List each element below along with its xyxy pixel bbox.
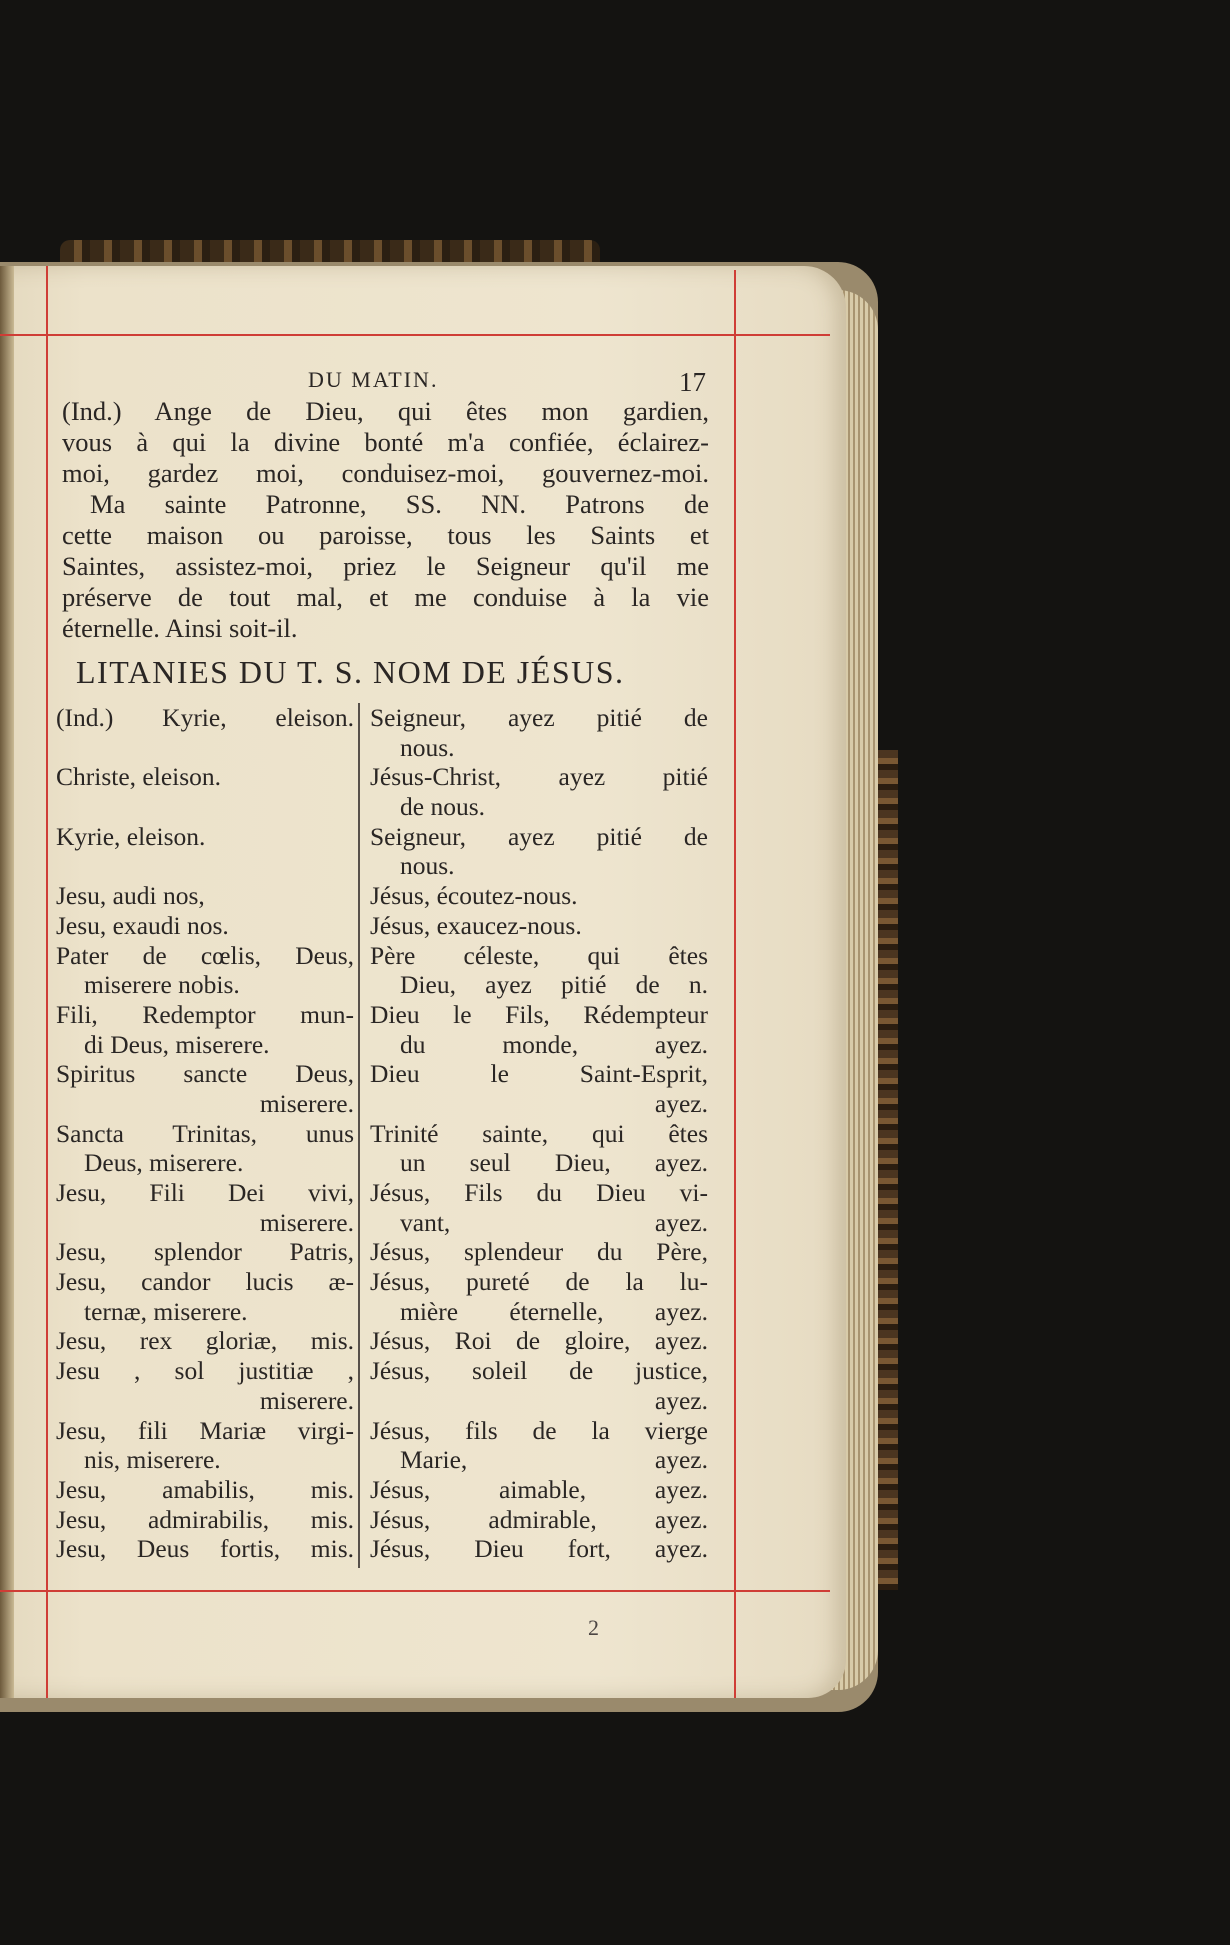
signature-mark: 2 (588, 1615, 599, 1640)
latin-line: Jesu, splendor Patris, (56, 1237, 354, 1267)
latin-line: miserere. (259, 1385, 354, 1415)
french-line: Jésus, aimable, ayez. (370, 1474, 708, 1504)
french-line: du monde, ayez. (400, 1029, 708, 1059)
cover-edge (878, 750, 898, 1590)
frame-rule-bottom (0, 1590, 830, 1592)
french-line: Jésus, soleil de justice, (370, 1356, 708, 1386)
french-line: Seigneur, ayez pitié de (370, 703, 708, 732)
french-line: ayez. (654, 1088, 708, 1118)
french-column (370, 703, 708, 1564)
french-line: Trinité sainte, qui êtes (370, 1118, 708, 1148)
latin-column (56, 703, 354, 1564)
latin-line: Jesu, exaudi nos. (56, 910, 229, 940)
latin-line: Christe, eleison. (56, 762, 222, 792)
latin-line: (Ind.) Kyrie, eleison. (56, 703, 354, 732)
french-line: vant, ayez. (400, 1207, 708, 1237)
latin-line: Jesu, Fili Dei vivi, (56, 1178, 354, 1207)
french-line: Marie, ayez. (400, 1445, 708, 1475)
latin-line: Jesu, amabilis, mis. (56, 1474, 354, 1504)
litany-title: LITANIES DU T. S. NOM DE JÉSUS. (76, 654, 625, 690)
latin-line (56, 851, 354, 881)
latin-line (56, 792, 354, 822)
latin-line: Jesu, fili Mariæ virgi- (56, 1415, 354, 1445)
latin-line: miserere. (259, 1088, 354, 1118)
french-line: mière éternelle, ayez. (400, 1296, 708, 1326)
latin-line: Jesu, candor lucis æ- (56, 1267, 354, 1297)
latin-line: Sancta Trinitas, unus (56, 1118, 354, 1148)
french-line: ayez. (654, 1385, 708, 1415)
latin-line: Jesu, audi nos, (56, 881, 205, 911)
latin-line: nis, miserere. (84, 1445, 221, 1475)
latin-line: Deus, miserere. (84, 1148, 244, 1178)
prayer-line: Ma sainte Patronne, SS. NN. Patrons de (90, 489, 709, 519)
french-line: Jésus, exaucez-nous. (370, 910, 582, 940)
prayer-line: éternelle. Ainsi soit-il. (62, 613, 298, 643)
french-line: Jésus, fils de la vierge (370, 1415, 708, 1445)
prayer-line: (Ind.) Ange de Dieu, qui êtes mon gardien, (62, 396, 709, 426)
french-line: Jésus, pureté de la lu- (370, 1267, 708, 1297)
page-gutter (0, 266, 14, 1698)
french-line: Jésus, Fils du Dieu vi- (370, 1178, 708, 1207)
french-line: nous. (400, 851, 455, 881)
french-line: Jésus, écoutez-nous. (370, 881, 578, 911)
french-line: Père céleste, qui êtes (370, 940, 708, 970)
latin-line: Kyrie, eleison. (56, 821, 206, 851)
latin-line: Jesu , sol justitiæ , (56, 1356, 354, 1386)
frame-rule-right (734, 270, 736, 1698)
french-line: Seigneur, ayez pitié de (370, 821, 708, 851)
latin-line: miserere. (259, 1207, 354, 1237)
french-line: de nous. (400, 792, 485, 822)
frame-rule-left (46, 266, 48, 1698)
page-number: 17 (679, 367, 706, 397)
guardian-angel-prayer (62, 396, 709, 644)
french-line: Dieu le Saint-Esprit, (370, 1059, 708, 1089)
french-line: un seul Dieu, ayez. (400, 1148, 708, 1178)
french-line: Jésus-Christ, ayez pitié (370, 762, 708, 792)
latin-line: di Deus, miserere. (84, 1029, 270, 1059)
french-line: Jésus, splendeur du Père, (370, 1237, 708, 1267)
prayer-line: Saintes, assistez-moi, priez le Seigneur qu'il me (62, 551, 709, 581)
latin-line: Fili, Redemptor mun- (56, 999, 354, 1029)
latin-line: Jesu, admirabilis, mis. (56, 1504, 354, 1534)
latin-line: miserere nobis. (84, 970, 240, 1000)
french-line: nous. (400, 732, 455, 762)
french-line: Jésus, Dieu fort, ayez. (370, 1534, 708, 1564)
latin-line: Jesu, Deus fortis, mis. (56, 1534, 354, 1564)
prayer-line: cette maison ou paroisse, tous les Saints et (62, 520, 709, 550)
french-line: Dieu le Fils, Rédempteur (370, 999, 708, 1029)
prayer-line: moi, gardez moi, conduisez-moi, gouvernez-moi. (62, 458, 709, 488)
prayer-line: préserve de tout mal, et me conduise à la vie (62, 582, 709, 612)
running-head: DU MATIN. (308, 367, 439, 392)
french-line: Dieu, ayez pitié de n. (400, 970, 708, 1000)
latin-line: ternæ, miserere. (84, 1296, 248, 1326)
column-divider (358, 703, 360, 1568)
prayer-line: vous à qui la divine bonté m'a confiée, éclairez- (62, 427, 709, 457)
french-line: Jésus, Roi de gloire, ayez. (370, 1326, 708, 1356)
frame-rule-top (0, 334, 830, 336)
french-line: Jésus, admirable, ayez. (370, 1504, 708, 1534)
latin-line (56, 733, 354, 763)
latin-line: Pater de cœlis, Deus, (56, 940, 354, 970)
latin-line: Jesu, rex gloriæ, mis. (56, 1326, 354, 1356)
latin-line: Spiritus sancte Deus, (56, 1059, 354, 1089)
